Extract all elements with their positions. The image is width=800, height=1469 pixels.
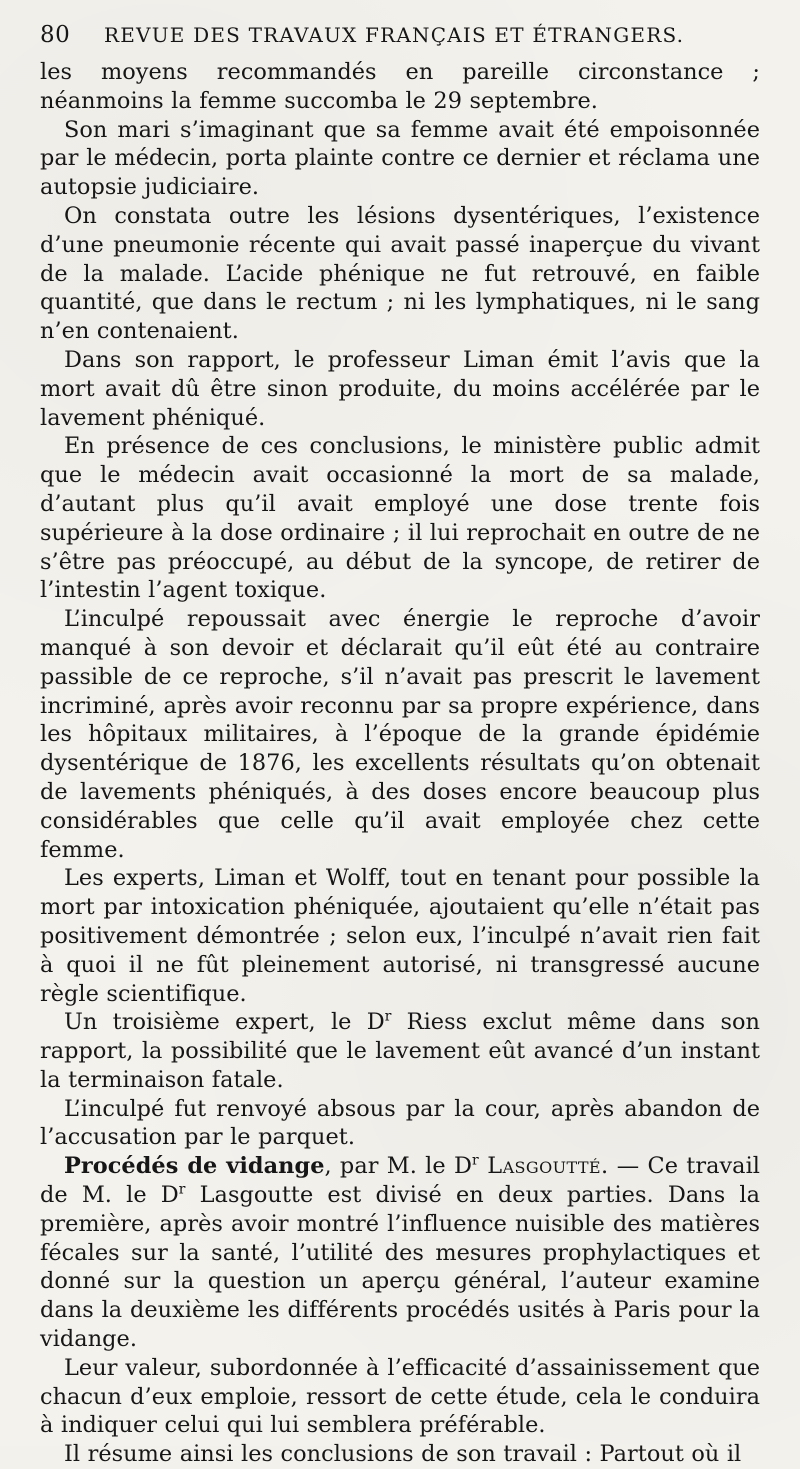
riess-text-before: Un troisième expert, le D: [64, 1009, 385, 1036]
paragraph-riess: [40, 1008, 760, 1094]
vidange-byline: , par M. le D: [324, 1153, 472, 1180]
paragraph: En présence de ces conclusions, le ministère public admit que le médecin avait occasionné la mort de sa malade, d’autant plus qu’il avait employé une dose trente fois supérieure à la dose ordinaire ; il lui reprochait en outre de ne s’être pas préoccupé, au début de la syncope, de retirer de l’intestin l’agent toxique.: [40, 433, 760, 604]
running-title: REVUE DES TRAVAUX FRANÇAIS ET ÉTRANGERS.: [104, 23, 685, 47]
doctor-superscript: r: [178, 1181, 186, 1198]
page-number: 80: [40, 22, 71, 48]
document-body: [40, 58, 760, 1469]
paragraph: L’inculpé fut renvoyé absous par la cour, après abandon de l’accusation par le parquet.: [40, 1095, 760, 1151]
paragraph-continued: les moyens recommandés en pareille circonstance ; néanmoins la femme succomba le 29 septembre.: [40, 59, 760, 114]
paragraph: Dans son rapport, le professeur Liman émit l’avis que la mort avait dû être sinon produite, du moins accélérée par le lavement phéniqué.: [40, 346, 760, 431]
vidange-text-1: — Ce travail de M. le D: [40, 1153, 761, 1209]
paragraph: Les experts, Liman et Wolff, tout en tenant pour possible la mort par intoxication phéniquée, ajoutaient qu’elle n’était pas positivement démontrée ; selon eux, l’inculpé n’avait rien fait à quoi il ne fût pleinement autorisé, ni transgressé aucune règle scientifique.: [40, 865, 760, 1007]
paragraph: Leur valeur, subordonnée à l’efficacité d’assainissement que chacun d’eux emploie, ressort de cette étude, cela le conduira à indiquer celui qui lui semblera préférable.: [40, 1354, 760, 1439]
paragraph: Son mari s’imaginant que sa femme avait été empoisonnée par le médecin, porta plainte contre ce dernier et réclama une autopsie judiciaire.: [40, 116, 760, 201]
paragraph: On constata outre les lésions dysentériques, l’existence d’une pneumonie récente qui avait passé inaperçue du vivant de la malade. L’acide phénique ne fut retrouvé, en faible quantité, que dans le rectum ; ni les lymphatiques, ni le sang n’en contenaient.: [40, 202, 760, 345]
vidange-text-2: Lasgoutte est divisé en deux parties. Dans la première, après avoir montré l’influence nuisible des matières fécales sur la santé, l’utilité des mesures prophylactiques et donné sur la question un aperçu général, l’auteur examine dans la deuxième les différents procédés usités à Paris pour la vidange.: [40, 1182, 760, 1353]
page-header: [40, 22, 760, 56]
doctor-superscript: r: [384, 1008, 392, 1025]
riess-text-after: Riess exclut même dans son rapport, la possibilité que le lavement eût avancé d’un instant la terminaison fatale.: [40, 1009, 760, 1093]
paragraph: L’inculpé repoussait avec énergie le reproche d’avoir manqué à son devoir et déclarait qu’il eût été au contraire passible de ce reproche, s’il n’avait pas prescrit le lavement incriminé, après avoir reconnu par sa propre expérience, dans les hôpitaux militaires, à l’époque de la grande épidémie dysentérique de 1876, les excellents résultats qu’on obtenait de lavements phéniqués, à des doses encore beaucoup plus considérables que celle qu’il avait employée chez cette femme.: [40, 606, 760, 863]
paragraph-vidange: [40, 1152, 760, 1354]
paragraph-final: Il résume ainsi les conclusions de son travail : Partout où il: [64, 1441, 742, 1468]
author-name: Lasgoutté.: [478, 1153, 609, 1180]
section-heading-vidange: Procédés de vidange: [64, 1153, 325, 1180]
doctor-superscript: r: [471, 1152, 479, 1169]
